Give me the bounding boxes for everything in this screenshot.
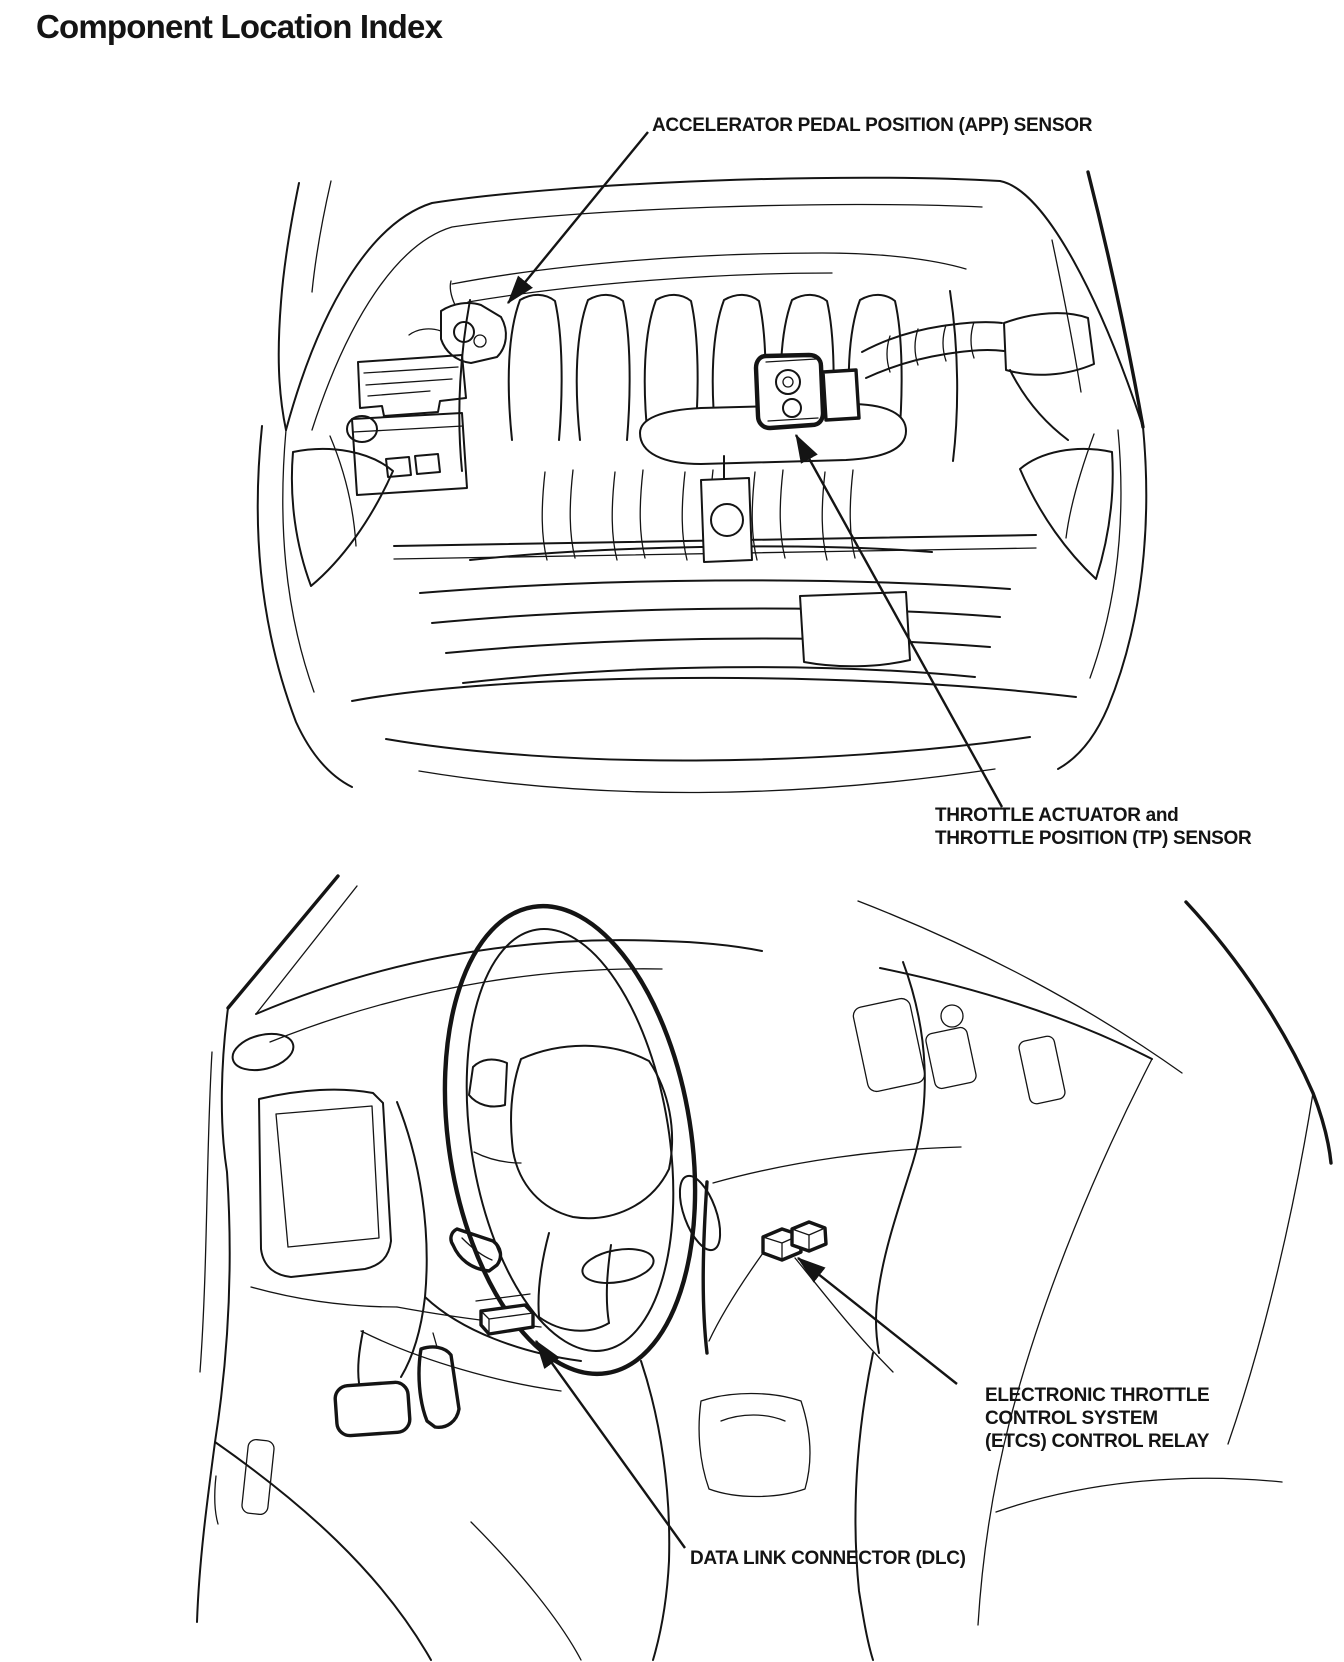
right-headlight (1020, 449, 1113, 579)
instrument-cluster (852, 997, 1067, 1105)
callout-throttle (935, 804, 1251, 850)
engine-bay-illustration (258, 172, 1147, 793)
callout-dlc-text: DATA LINK CONNECTOR (DLC) (690, 1548, 966, 1569)
dashboard-illustration (197, 876, 1331, 1660)
callout-etcs-line2: CONTROL SYSTEM (985, 1408, 1158, 1429)
grille (420, 580, 1010, 683)
leader-lines (508, 132, 1002, 1548)
callout-etcs-line3: (ETCS) CONTROL RELAY (985, 1431, 1210, 1452)
callout-etcs-relay (985, 1384, 1209, 1453)
hood-latch (701, 456, 752, 562)
battery (347, 413, 467, 495)
throttle-body (756, 355, 859, 428)
callout-dlc (690, 1547, 966, 1570)
turn-signal-stalk (469, 1060, 507, 1107)
etcs-relay-arrow (798, 1258, 957, 1384)
etcs-control-relay (709, 1222, 893, 1372)
page-title: Component Location Index (36, 8, 443, 45)
steering-wheel (414, 888, 729, 1392)
app-sensor (409, 281, 506, 363)
center-console (641, 1353, 873, 1660)
callout-throttle-line1: THROTTLE ACTUATOR and (935, 805, 1179, 826)
callout-app-sensor-text: ACCELERATOR PEDAL POSITION (APP) SENSOR (652, 115, 1093, 136)
callout-throttle-line2: THROTTLE POSITION (TP) SENSOR (935, 828, 1252, 849)
fuse-box (358, 355, 466, 416)
callout-etcs-line1: ELECTRONIC THROTTLE (985, 1385, 1210, 1406)
callout-app-sensor (652, 114, 1092, 137)
intake-manifold (470, 295, 932, 560)
